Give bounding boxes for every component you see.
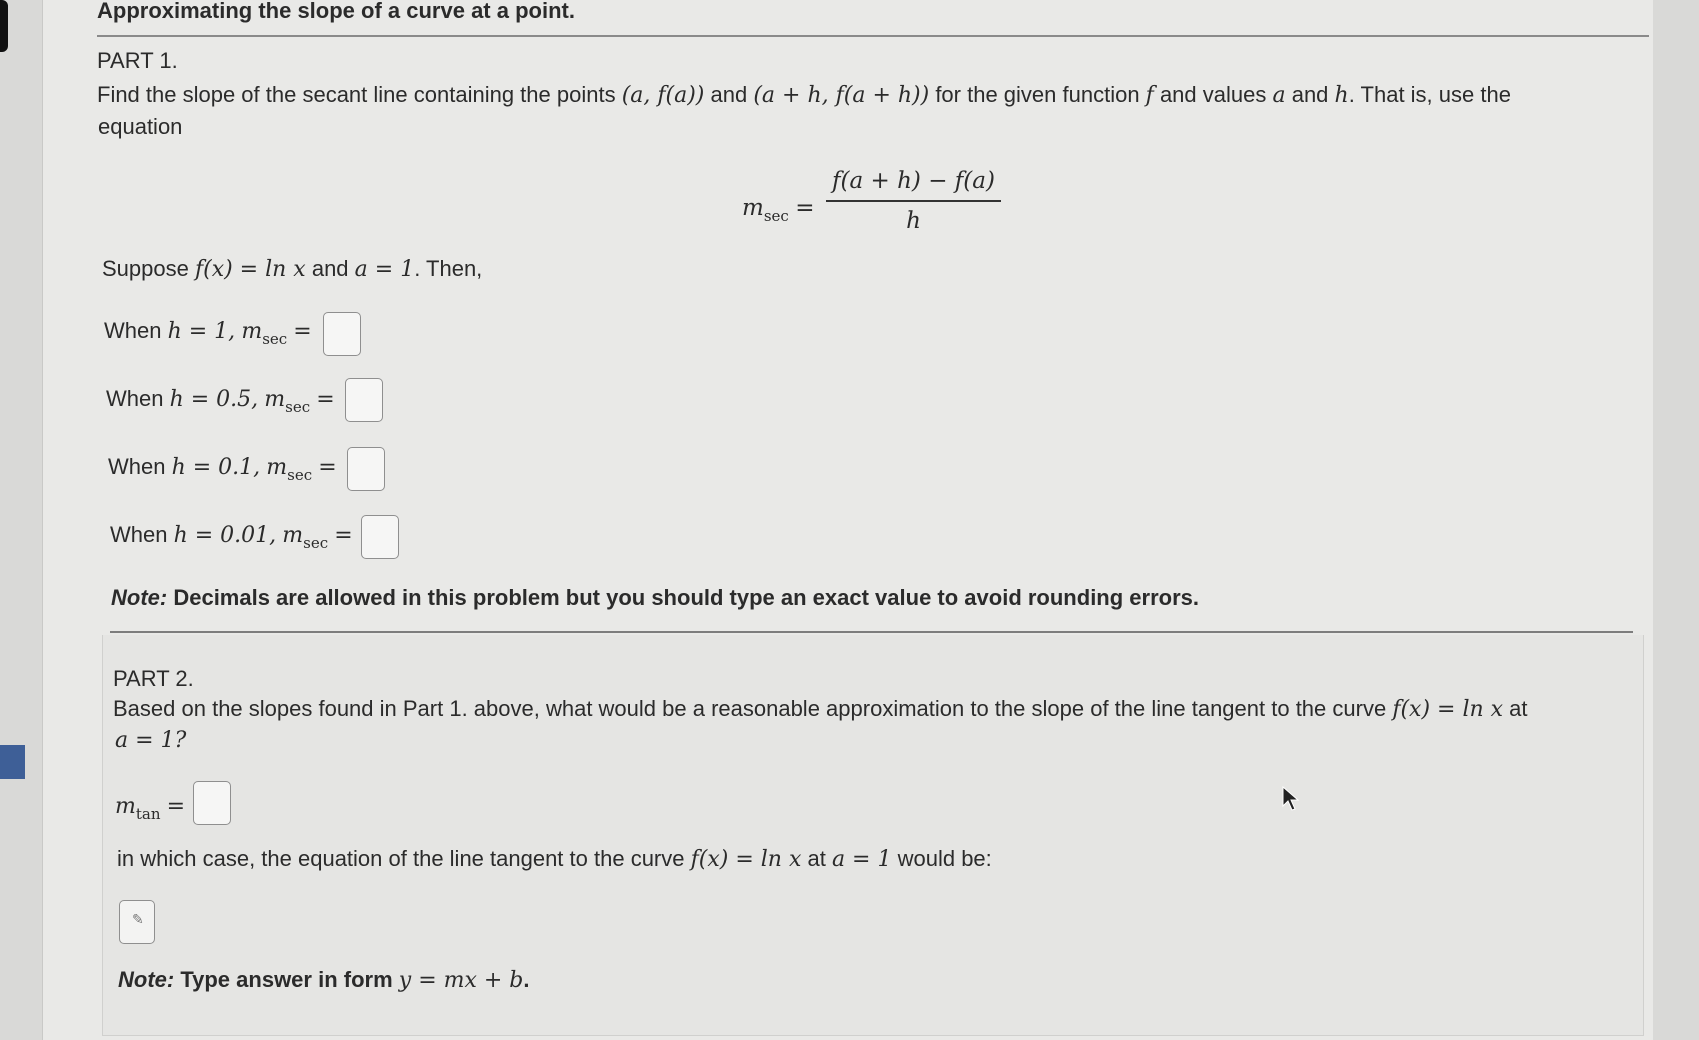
intro-f: f	[1145, 83, 1154, 108]
note-label: Note:	[118, 967, 175, 992]
page-title: Approximating the slope of a curve at a point.	[97, 0, 575, 23]
formula-numerator: f(a + h) − f(a)	[832, 168, 995, 194]
row-eq: =	[334, 523, 353, 548]
question-text-b: at	[1503, 696, 1528, 721]
intro-and2: and	[1285, 82, 1335, 107]
answer-input-h-0.01[interactable]	[361, 515, 399, 559]
which-case-line	[117, 846, 992, 872]
row-math: h = 1,	[167, 319, 236, 344]
answer-input-h-0.5[interactable]	[345, 378, 383, 422]
row-m: m	[282, 523, 304, 548]
row-sub: sec	[262, 330, 288, 348]
intro-and: and	[704, 82, 754, 107]
question-text-a: Based on the slopes found in Part 1. above, what would be a reasonable approximation to the slope of the line tangent to the curve	[113, 696, 1393, 721]
intro-text-a: Find the slope of the secant line containing the points	[97, 82, 622, 107]
mtan-sub: tan	[135, 805, 161, 823]
note-text: Decimals are allowed in this problem but you should type an exact value to avoid rounding errors.	[167, 585, 1199, 610]
formula-lhs	[742, 194, 815, 225]
part2-note	[118, 967, 530, 993]
part1-intro-line2: equation	[98, 114, 183, 139]
answer-input-h-0.1[interactable]	[347, 447, 385, 491]
mtan-label	[115, 793, 186, 823]
formula-denominator: h	[906, 208, 921, 234]
row-math: h = 0.1,	[171, 455, 261, 480]
pencil-icon: ✎	[132, 911, 144, 927]
row-eq: =	[293, 319, 312, 344]
part2-question-line2: a = 1?	[115, 728, 187, 753]
row-m: m	[266, 455, 288, 480]
row-prefix: When	[104, 318, 168, 343]
left-edge-bar	[0, 0, 8, 52]
mtan-m: m	[115, 794, 136, 819]
row-m: m	[264, 387, 286, 412]
row-h-0.01	[110, 522, 353, 552]
row-m: m	[241, 319, 263, 344]
row-h-0.1	[108, 454, 337, 484]
row-h-1	[104, 318, 312, 348]
left-side-tab[interactable]	[0, 745, 25, 779]
part-divider	[110, 631, 1633, 633]
note-text: Type answer in form	[174, 967, 399, 992]
row-sub: sec	[287, 466, 313, 484]
row-prefix: When	[108, 454, 172, 479]
suppose-text-c: . Then,	[414, 256, 483, 281]
row-math: h = 0.5,	[169, 387, 259, 412]
which-text-c: would be:	[891, 846, 992, 871]
formula-fraction	[826, 168, 1001, 234]
which-text-a: in which case, the equation of the line tangent to the curve	[117, 846, 691, 871]
answer-input-mtan[interactable]	[193, 781, 231, 825]
note-label: Note:	[111, 585, 168, 610]
suppose-math: f(x) = ln x	[194, 257, 306, 282]
formula-eq: =	[795, 195, 815, 221]
suppose-text-a: Suppose	[102, 256, 195, 281]
mtan-eq: =	[166, 794, 186, 819]
intro-point2: (a + h, f(a + h))	[753, 83, 930, 108]
row-math: h = 0.01,	[173, 523, 277, 548]
part2-heading: PART 2.	[113, 666, 194, 691]
note-math: y = mx + b	[398, 968, 524, 993]
row-eq: =	[316, 387, 335, 412]
mouse-pointer-icon	[1282, 786, 1300, 812]
title-divider	[97, 35, 1649, 37]
answer-input-tangent-line[interactable]	[119, 900, 155, 944]
intro-point1: (a, f(a))	[621, 83, 705, 108]
suppose-line	[102, 256, 482, 282]
which-math: f(x) = ln x	[690, 847, 802, 872]
which-math2: a = 1	[831, 847, 892, 872]
fraction-bar	[826, 200, 1001, 202]
row-prefix: When	[110, 522, 174, 547]
answer-input-h-1[interactable]	[323, 312, 361, 356]
intro-text-c: and values	[1153, 82, 1273, 107]
suppose-math2: a = 1	[354, 257, 415, 282]
formula-m: m	[742, 195, 764, 221]
which-text-b: at	[801, 846, 832, 871]
formula-sub: sec	[763, 207, 789, 225]
intro-h: h	[1334, 83, 1349, 108]
part1-note	[111, 585, 1199, 611]
row-h-0.5	[106, 386, 335, 416]
part1-intro-line1	[97, 82, 1511, 108]
note-end: .	[523, 967, 530, 992]
row-eq: =	[318, 455, 337, 480]
intro-text-d: . That is, use the	[1348, 82, 1511, 107]
intro-text-b: for the given function	[929, 82, 1146, 107]
row-prefix: When	[106, 386, 170, 411]
intro-a: a	[1272, 83, 1286, 108]
part1-heading: PART 1.	[97, 48, 178, 73]
part2-question-line1	[113, 696, 1528, 722]
row-sub: sec	[303, 534, 329, 552]
suppose-text-b: and	[305, 256, 355, 281]
row-sub: sec	[285, 398, 311, 416]
question-math: f(x) = ln x	[1392, 697, 1504, 722]
